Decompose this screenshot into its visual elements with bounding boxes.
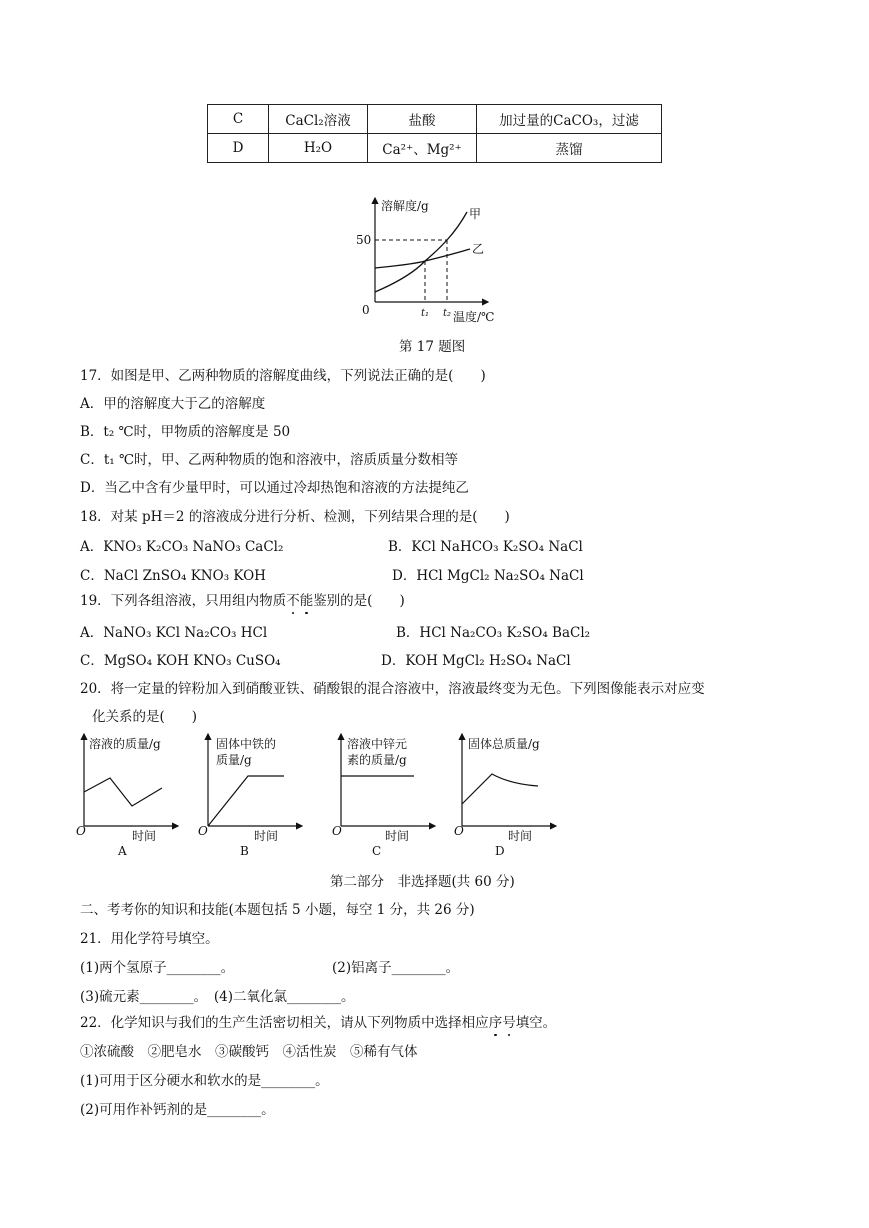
- table-cell: Ca²⁺、Mg²⁺: [368, 134, 477, 163]
- graph-c-ylabel-2: 素的质量/g: [347, 753, 407, 767]
- graph-d-origin: O: [454, 824, 464, 838]
- emphasis-dot-char: 号: [502, 1015, 516, 1031]
- table-cell: 盐酸: [368, 105, 477, 134]
- q19-stem: [80, 589, 405, 609]
- q20-stem-1: 20．将一定量的锌粉加入到硝酸亚铁、硝酸银的混合溶液中，溶液最终变为无色。下列图像能表示对应变: [80, 681, 705, 697]
- curve-jia: [375, 212, 467, 292]
- q19-option-b: B．HCl Na₂CO₃ K₂SO₄ BaCl₂: [396, 625, 591, 641]
- fig17-origin: 0: [362, 303, 370, 317]
- curve-label-jia: 甲: [469, 207, 482, 221]
- q18-option-b: B．KCl NaHCO₃ K₂SO₄ NaCl: [388, 539, 583, 555]
- q17-stem: 17．如图是甲、乙两种物质的溶解度曲线，下列说法正确的是( ): [80, 368, 486, 384]
- emphasis-dot-char: 序: [488, 1015, 503, 1031]
- q20-graphs: [70, 730, 570, 860]
- q17-option-d: D．当乙中含有少量甲时，可以通过冷却热饱和溶液的方法提纯乙: [80, 480, 469, 496]
- q20-stem-2: 化关系的是( ): [92, 709, 198, 725]
- fig17-t2: t₂: [443, 308, 452, 319]
- graph-b-xlabel: 时间: [254, 829, 279, 843]
- graph-d: [454, 734, 556, 858]
- curve-label-yi: 乙: [472, 242, 485, 256]
- q21-part-1: (1)两个氢原子________。: [80, 960, 235, 976]
- part2-title: 第二部分 非选择题(共 60 分): [330, 874, 515, 890]
- q22-stem: [80, 1011, 556, 1031]
- graph-c-xlabel: 时间: [385, 829, 410, 843]
- q19-option-c: C．MgSO₄ KOH KNO₃ CuSO₄: [80, 653, 281, 669]
- fig17-caption: 第 17 题图: [399, 339, 466, 355]
- q22-part-2: (2)可用作补钙剂的是________。: [80, 1102, 275, 1118]
- graph-c-ylabel-1: 溶液中锌元: [347, 737, 408, 751]
- fig17-xlabel: 温度/℃: [453, 310, 495, 324]
- graph-b-origin: O: [198, 824, 208, 838]
- graph-d-label: D: [495, 844, 505, 858]
- graph-b-ylabel-2: 质量/g: [216, 753, 252, 767]
- graph-b-label: B: [240, 844, 249, 858]
- graph-d-line: [462, 774, 538, 804]
- graph-a: [76, 734, 178, 858]
- q18-stem: 18．对某 pH＝2 的溶液成分进行分析、检测，下列结果合理的是( ): [80, 509, 510, 525]
- q22-options: ①浓硫酸 ②肥皂水 ③碳酸钙 ④活性炭 ⑤稀有气体: [80, 1044, 418, 1060]
- table-cell: CaCl₂溶液: [269, 105, 368, 134]
- fig17-ytick: 50: [356, 233, 372, 247]
- q21-stem: 21．用化学符号填空。: [80, 931, 219, 947]
- q21-part-3-4: (3)硫元素________。 (4)二氧化氯________。: [80, 989, 355, 1005]
- q19-option-d: D．KOH MgCl₂ H₂SO₄ NaCl: [381, 653, 571, 669]
- table-row: [208, 134, 662, 163]
- graph-b-line: [208, 776, 284, 826]
- answer-table: [207, 104, 662, 163]
- q22-stem-post: 填空。: [515, 1015, 557, 1031]
- fig17-ylabel: 溶解度/g: [381, 199, 429, 213]
- q19-option-a: A．NaNO₃ KCl Na₂CO₃ HCl: [80, 625, 268, 641]
- graph-d-xlabel: 时间: [508, 829, 533, 843]
- section2-title: 二、考考你的知识和技能(本题包括 5 小题，每空 1 分，共 26 分): [80, 902, 475, 918]
- table-cell: 加过量的CaCO₃，过滤: [477, 105, 662, 134]
- graph-a-label: A: [118, 844, 127, 858]
- table-cell: 蒸馏: [477, 134, 662, 163]
- graph-c-label: C: [372, 844, 382, 858]
- graph-a-xlabel: 时间: [132, 829, 157, 843]
- graph-b-ylabel-1: 固体中铁的: [216, 737, 277, 751]
- q21-part-2: (2)铝离子________。: [332, 960, 460, 976]
- graph-a-ylabel: 溶液的质量/g: [89, 737, 161, 751]
- q18-option-d: D．HCl MgCl₂ Na₂SO₄ NaCl: [392, 568, 584, 584]
- table-cell: H₂O: [269, 134, 368, 163]
- q18-option-a: A．KNO₃ K₂CO₃ NaNO₃ CaCl₂: [80, 539, 284, 555]
- graph-d-ylabel: 固体总质量/g: [468, 737, 540, 751]
- table-cell: C: [208, 105, 269, 134]
- graph-a-origin: O: [76, 824, 86, 838]
- graph-c: [332, 734, 435, 858]
- table-cell: D: [208, 134, 269, 163]
- solubility-figure: [350, 192, 520, 327]
- q17-option-b: B．t₂ ℃时，甲物质的溶解度是 50: [80, 424, 291, 440]
- table-row: [208, 105, 662, 134]
- curve-yi: [375, 249, 470, 268]
- q22-part-1: (1)可用于区分硬水和软水的是________。: [80, 1073, 329, 1089]
- q17-option-c: C．t₁ ℃时，甲、乙两种物质的饱和溶液中，溶质质量分数相等: [80, 452, 459, 468]
- q18-option-c: C．NaCl ZnSO₄ KNO₃ KOH: [80, 568, 266, 584]
- q19-stem-post: 鉴别的是( ): [313, 593, 405, 609]
- fig17-t1: t₁: [421, 308, 430, 319]
- q17-option-a: A．甲的溶解度大于乙的溶解度: [80, 396, 266, 412]
- q22-stem-pre: 22．化学知识与我们的生产生活密切相关，请从下列物质中选择相应: [80, 1015, 489, 1031]
- emphasis-dot-char: 不: [286, 593, 300, 609]
- emphasis-dot-char: 能: [299, 593, 314, 609]
- graph-b: [198, 734, 302, 858]
- q19-stem-pre: 19．下列各组溶液，只用组内物质: [80, 593, 287, 609]
- graph-a-line: [84, 778, 162, 806]
- graph-c-origin: O: [332, 824, 342, 838]
